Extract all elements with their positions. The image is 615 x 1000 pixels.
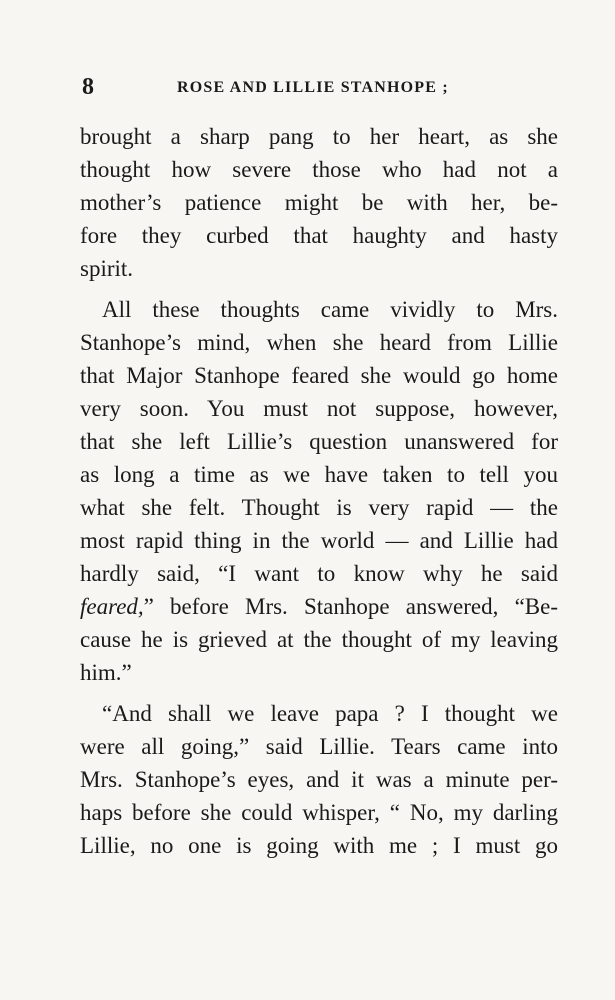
text-line: Stanhope’s mind, when she heard from Lillie (80, 330, 558, 355)
paragraph (80, 293, 558, 689)
text-line: that Major Stanhope feared she would go home (80, 363, 558, 388)
body-text (80, 120, 558, 862)
paragraph (80, 120, 558, 285)
paragraph (80, 697, 558, 862)
text-line: most rapid thing in the world — and Lillie had (80, 528, 558, 553)
text-line: brought a sharp pang to her heart, as she (80, 124, 558, 149)
text-line: that she left Lillie’s question unanswered for (80, 429, 558, 454)
text-line: mother’s patience might be with her, be- (80, 190, 558, 215)
page-number: 8 (82, 74, 94, 100)
italic-word: feared, (80, 594, 144, 619)
text-line: him.” (80, 660, 132, 685)
text-line: Mrs. Stanhope’s eyes, and it was a minute per- (80, 767, 558, 792)
text-line: fore they curbed that haughty and hasty (80, 223, 558, 248)
text-line: Lillie, no one is going with me ; I must go (80, 833, 558, 858)
running-head: ROSE AND LILLIE STANHOPE ; (177, 79, 449, 96)
text-line: thought how severe those who had not a (80, 157, 558, 182)
text-line-italic-start: feared,” before Mrs. Stanhope answered, “Be- (80, 594, 558, 619)
text-line: as long a time as we have taken to tell you (80, 462, 558, 487)
text-line: cause he is grieved at the thought of my leaving (80, 627, 558, 652)
text-line: spirit. (80, 256, 134, 281)
text-line: All these thoughts came vividly to Mrs. (102, 297, 558, 322)
page-header (82, 72, 562, 102)
text-line: haps before she could whisper, “ No, my darling (80, 800, 558, 825)
text-line: were all going,” said Lillie. Tears came into (80, 734, 558, 759)
text-line: very soon. You must not suppose, however, (80, 396, 558, 421)
text-line: what she felt. Thought is very rapid — the (80, 495, 558, 520)
text-line: “And shall we leave papa ? I thought we (102, 701, 558, 726)
text-line: hardly said, “I want to know why he said (80, 561, 558, 586)
